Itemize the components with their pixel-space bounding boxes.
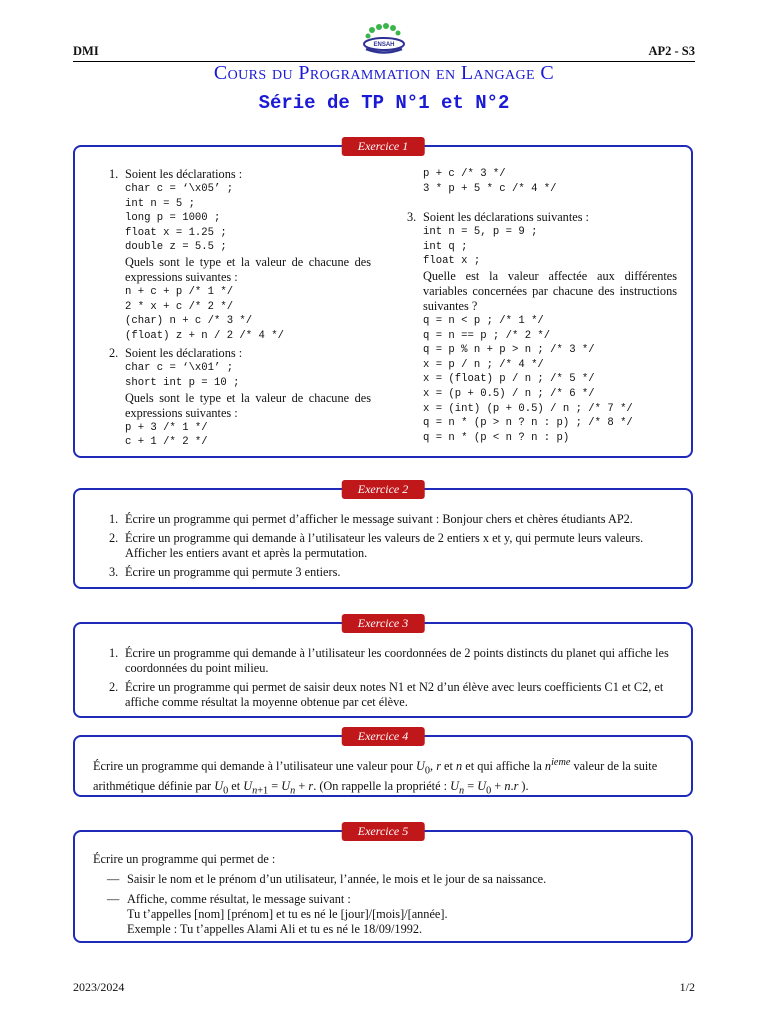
ex1-q3-instructions: q = n < p ; /* 1 */ q = n == p ; /* 2 */ q = p % n + p > n ; /* 3 */ x = p / n ; /* 4 */ x = (float) p / n ; /* 5 */ x = (p + 0.5) / n ; /* 6 */ x = (int) (p + 0.5) / n ; /* 7 */ q = n * (p > n ? n : p) ; /* 8 */ q = n * (p < n ? n : p): [423, 314, 633, 444]
exercise-2-tag: Exercice 2: [342, 480, 425, 499]
exercise-5-tag: Exercice 5: [342, 822, 425, 841]
course-title: Cours du Programmation en Langage C: [213, 62, 555, 84]
footer-year: 2023/2024: [73, 980, 125, 994]
ex4-statement: Écrire un programme qui demande à l’utilisateur une valeur pour $U_0$, r et n et qui affiche la $n^{ieme}$ valeur de la suite arithmétique définie par $U_0$ et $U_{n+1} = U_n + r$. (On rappelle la propriété : $U_n = U_0 + n.r$ ).: [93, 757, 658, 796]
ex1-q1-expressions: n + c + p /* 1 */ 2 * x + c /* 2 */ (char) n + c /* 3 */ (float) z + n / 2 /* 4 */: [125, 285, 284, 342]
school-logo: [360, 22, 408, 56]
ex2-item: 1. Écrire un programme qui permet d’afficher le message suivant : Bonjour chers et chères étudiants AP2.: [109, 512, 633, 526]
ex1-q1-intro: Soient les déclarations :: [125, 167, 243, 181]
series-title: Série de TP N°1 et N°2: [258, 92, 510, 114]
ex5-bullet-2: — Affiche, comme résultat, le message suivant : Tu t’appelles [nom] [prénom] et tu es né le [jour]/[mois]/[année]. Exemple : Tu t’appelles Alami Ali et tu es né le 18/09/1992.: [107, 892, 448, 936]
ex5-bullet-1: — Saisir le nom et le prénom d’un utilisateur, l’année, le mois et le jour de sa naissance.: [107, 872, 547, 886]
footer-page-number: 1/2: [679, 980, 695, 994]
ex1-q3-intro: Soient les déclarations suivantes :: [423, 210, 589, 225]
ex2-item: 3. Écrire un programme qui permute 3 entiers.: [109, 565, 341, 579]
ex1-q2-expressions: p + 3 /* 1 */ c + 1 /* 2 */: [125, 421, 208, 449]
ex1-left-column: 1. Soient les déclarations : char c = ‘\x05’ ; int n = 5 ; long p = 1000 ; float x = 1.25 ; double z = 5.5 ; Quels sont le type et la valeur de chacune des expressions suivantes : n + c + p /* 1 */ 2 * x + c /* 2 */ (char) n + c /* 3 */ (float) z + n / 2 /* 4 */ 2. Soient les déclarations : char c = ‘\x01’ ; short int p = 10 ; Quels sont le type et la valeur de chacune des expressions suivantes : p + 3 /* 1 */ c + 1 /* 2 */: [109, 167, 371, 449]
exercise-2-box: [73, 482, 693, 589]
exercise-3-tag: Exercice 3: [342, 614, 425, 633]
ex1-q2-expressions-cont: p + c /* 3 */ 3 * p + 5 * c /* 4 */: [423, 168, 557, 195]
svg-text:ENSAH: ENSAH: [373, 42, 395, 48]
ex1-q1-question: Quels sont le type et la valeur de chacune des expressions suivantes :: [125, 254, 371, 284]
exercise-4-tag: Exercice 4: [342, 727, 425, 746]
exercise-1-tag: Exercice 1: [342, 137, 425, 156]
header-right: AP2 - S3: [648, 44, 695, 58]
exercise-3-box: [73, 616, 693, 718]
ex1-q1-code: char c = ‘\x05’ ; int n = 5 ; long p = 1000 ; float x = 1.25 ; double z = 5.5 ;: [125, 183, 234, 254]
ex1-right-column: p + c /* 3 */ 3 * p + 5 * c /* 4 */ 3. Soient les déclarations suivantes : int n = 5, p = 9 ; int q ; float x ; Quelle est la valeur affectée aux différentes variables concernées par chacune des instructions suivantes ? q = n < p ; /* 1 */ q = n == p ; /* 2 */ q = p % n + p > n ; /* 3 */ x = p / n ; /* 4 */ x = (float) p / n ; /* 5 */ x = (p + 0.5) / n ; /* 6 */ x = (int) (p + 0.5) / n ; /* 7 */ q = n * (p > n ? n : p) ; /* 8 */ q = n * (p < n ? n : p): [407, 168, 677, 444]
ex1-q3-code: int n = 5, p = 9 ; int q ; float x ;: [423, 226, 538, 268]
ex2-item: 2. Écrire un programme qui demande à l’utilisateur les valeurs de 2 entiers x et y, qui permute leurs valeurs. Afficher les entiers avant et après la permutation.: [109, 531, 644, 560]
ex3-item: 1. Écrire un programme qui demande à l’utilisateur les coordonnées de 2 points distincts du planet qui affiche les coordonnées du point milieu.: [109, 646, 669, 675]
ex3-item: 2. Écrire un programme qui permet de saisir deux notes N1 et N2 d’un élève avec leurs coefficients C1 et C2, et affiche comme résultat la moyenne obtenue par cet élève.: [109, 680, 664, 709]
exercise-5-box: [73, 824, 693, 943]
ex1-q2-code: char c = ‘\x01’ ; short int p = 10 ;: [125, 362, 240, 389]
header-left: DMI: [73, 44, 99, 58]
ex1-q2-question: Quels sont le type et la valeur de chacune des expressions suivantes :: [125, 390, 371, 420]
exercise-4-box: [73, 729, 693, 797]
ex1-q3-question: Quelle est la valeur affectée aux différentes variables concernées par chacune des instructions suivantes ?: [423, 268, 677, 313]
ex1-q2-intro: Soient les déclarations :: [125, 346, 243, 361]
ex5-intro: Écrire un programme qui permet de :: [93, 852, 276, 866]
exercise-1-box: [73, 139, 693, 458]
